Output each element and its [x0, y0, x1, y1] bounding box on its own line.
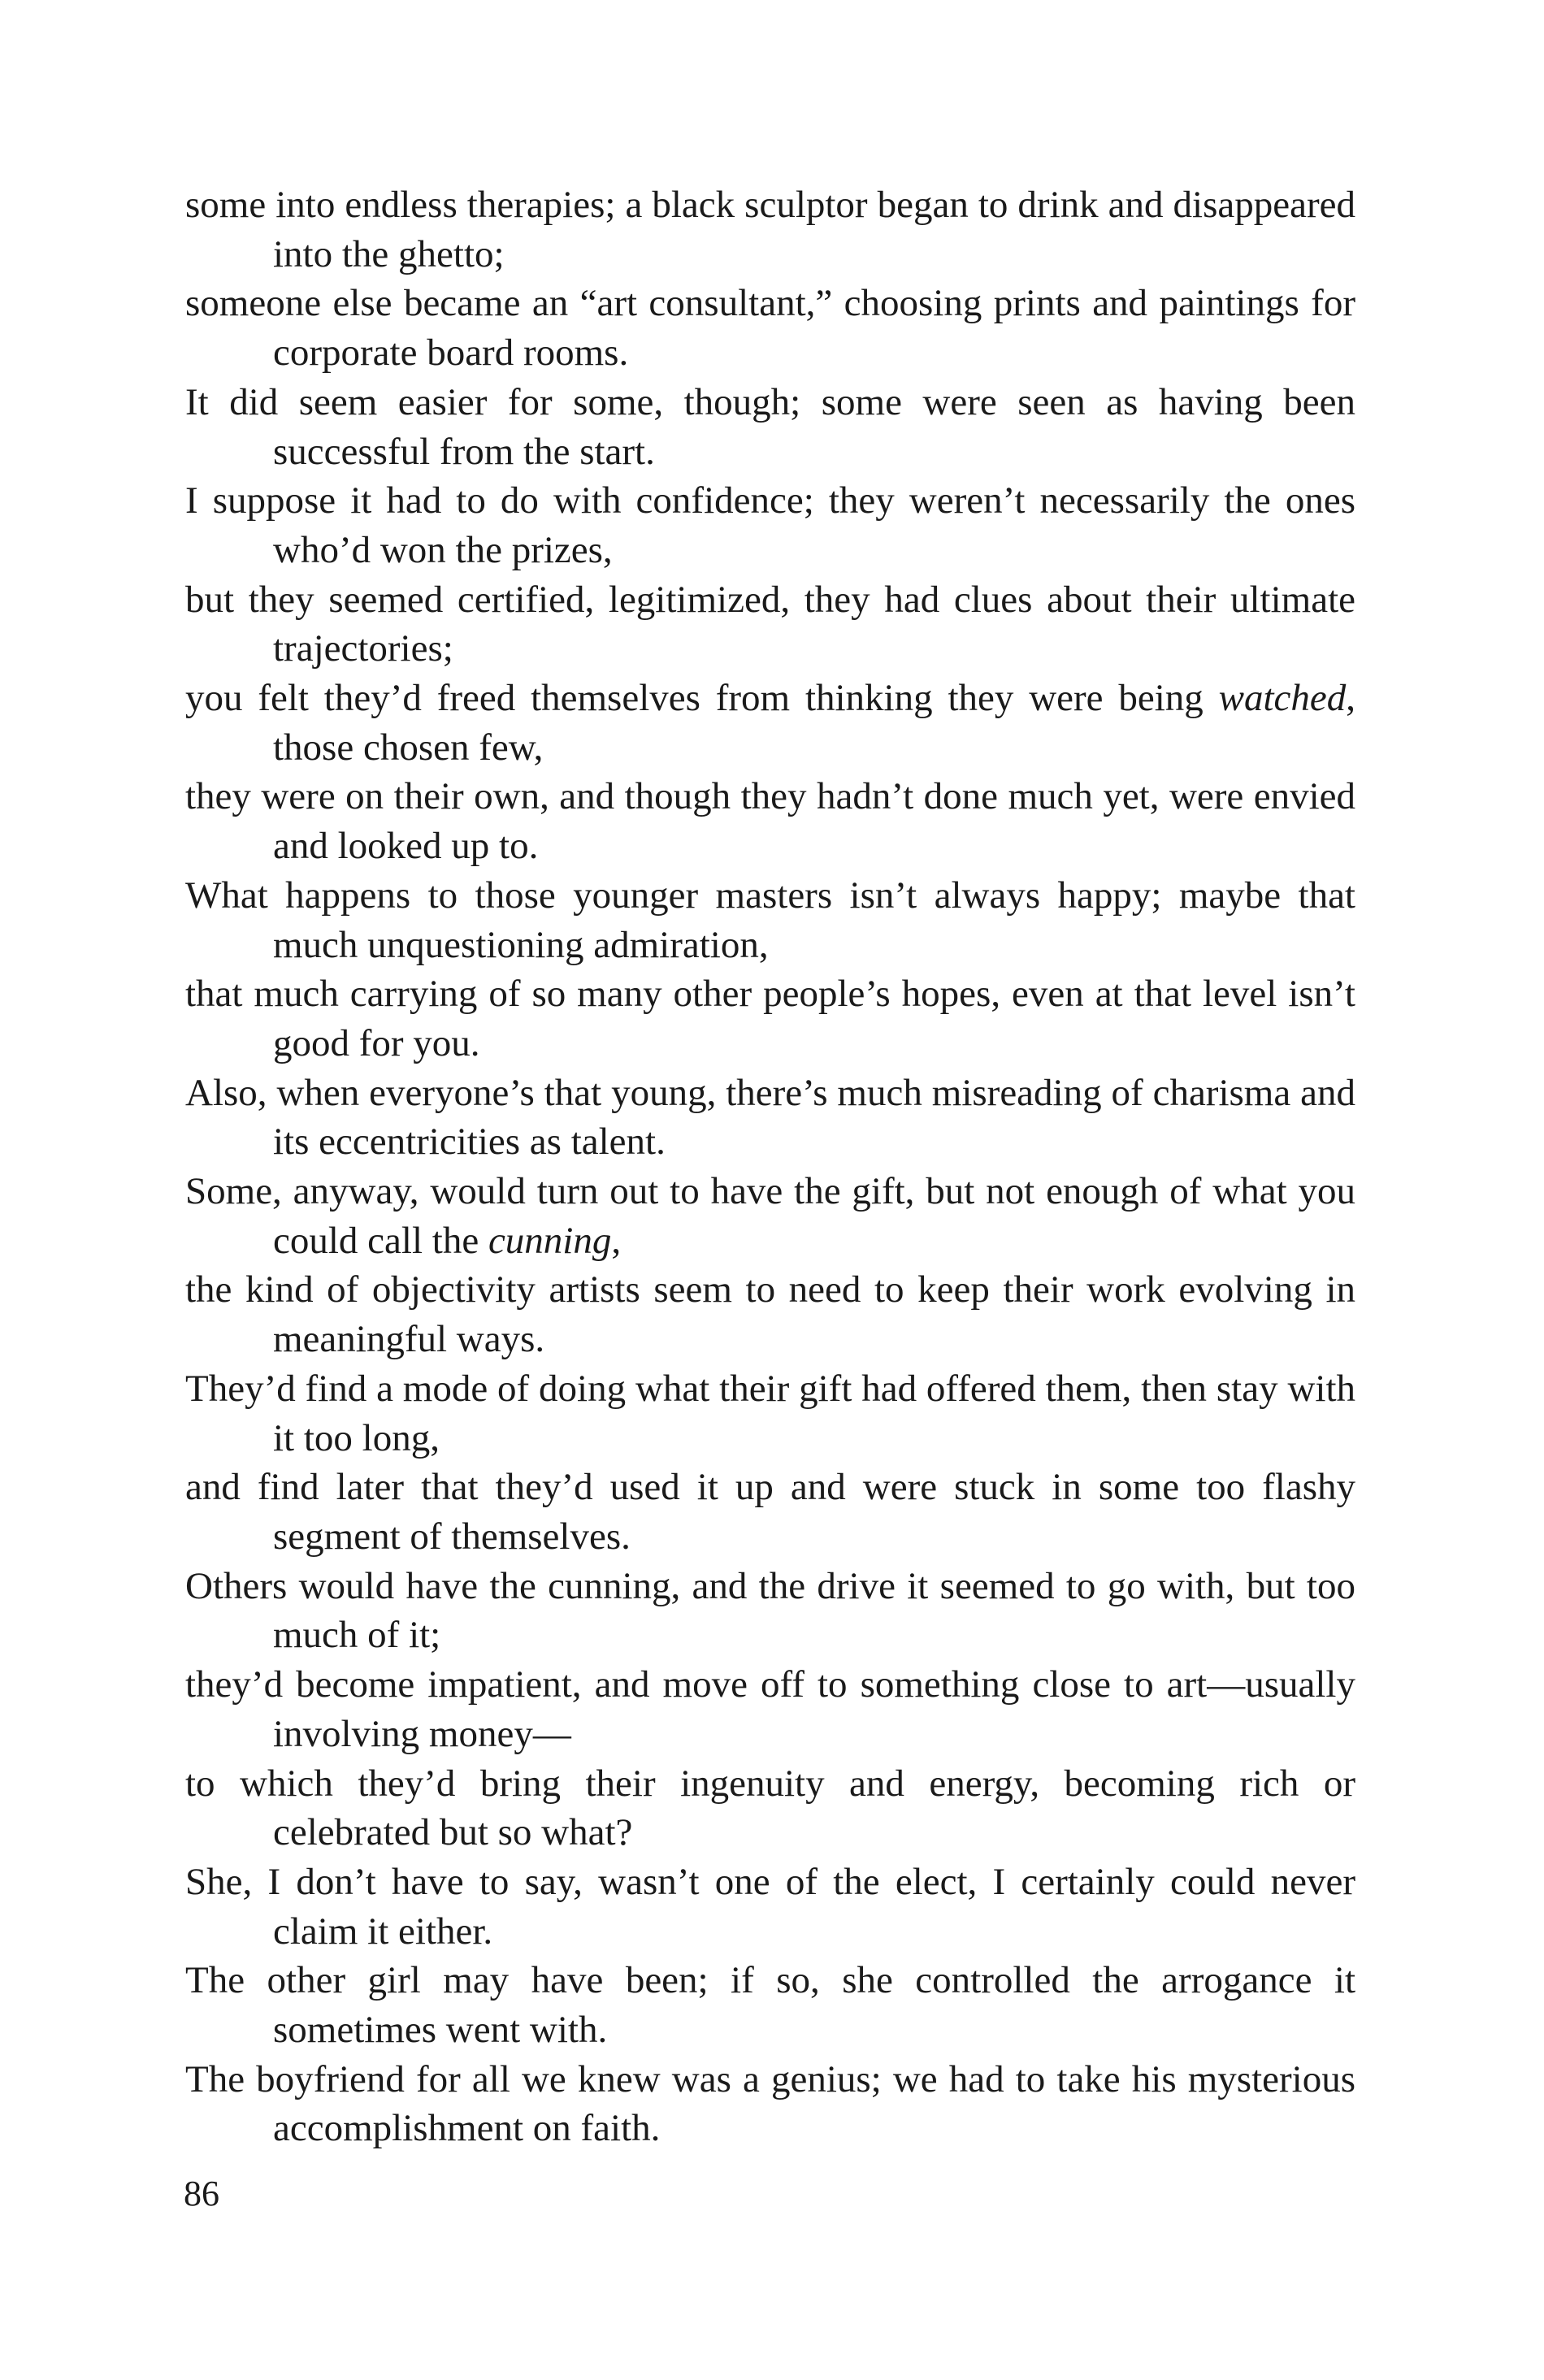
poem-line: [185, 1759, 1355, 1858]
poem-line: [185, 969, 1355, 1068]
line-text: It did seem easier for some, though; some were seen as having been successful from the start.: [185, 380, 1355, 473]
line-text: The other girl may have been; if so, she controlled the arrogance it sometimes went with.: [185, 1959, 1355, 2052]
poem-line: [185, 1858, 1355, 1956]
line-text: to which they’d bring their ingenuity and energy, becoming rich or celebrated but so what?: [185, 1762, 1355, 1854]
line-text: someone else became an “art consultant,” choosing prints and paintings for corporate board rooms.: [185, 282, 1355, 375]
line-text: Others would have the cunning, and the drive it seemed to go with, but too much of it;: [185, 1564, 1355, 1657]
page-number: 86: [184, 2174, 219, 2213]
poem-line: [185, 772, 1355, 870]
line-text: The boyfriend for all we knew was a genius; we had to take his mysterious accomplishment on faith.: [185, 2057, 1355, 2150]
line-text: They’d find a mode of doing what their gift had offered them, then stay with it too long,: [185, 1367, 1355, 1459]
poem-line: [185, 378, 1355, 476]
line-text: they were on their own, and though they hadn’t done much yet, were envied and looked up to.: [185, 775, 1355, 868]
line-text-tail: , those chosen few,: [273, 677, 1355, 769]
poem-line: [185, 1364, 1355, 1463]
poem-line: [185, 2055, 1355, 2153]
poem-line: [185, 1167, 1355, 1265]
poem-text: [185, 180, 1355, 2153]
poem-line: [185, 180, 1355, 279]
line-text: Also, when everyone’s that young, there’s much misreading of charisma and its eccentricities as talent.: [185, 1071, 1355, 1164]
italic-word: cunning: [488, 1219, 612, 1262]
line-text: that much carrying of so many other people’s hopes, even at that level isn’t good for you.: [185, 973, 1355, 1064]
poem-line: [185, 1463, 1355, 1561]
poem-line: [185, 1265, 1355, 1363]
poem-line: [185, 1562, 1355, 1660]
line-text: What happens to those younger masters isn’t always happy; maybe that much unquestioning admiration,: [185, 874, 1355, 966]
poem-line: [185, 575, 1355, 674]
line-text-tail: ,: [611, 1219, 622, 1262]
line-text: Some, anyway, would turn out to have the gift, but not enough of what you could call the: [185, 1170, 1355, 1262]
poem-line: [185, 1956, 1355, 2054]
line-text: they’d become impatient, and move off to something close to art—usually involving money—: [185, 1663, 1355, 1755]
line-text: I suppose it had to do with confidence; they weren’t necessarily the ones who’d won the prizes,: [185, 479, 1355, 571]
poem-line: [185, 476, 1355, 574]
line-text: some into endless therapies; a black sculptor began to drink and disappeared into the ghetto;: [185, 184, 1355, 275]
poem-line: [185, 674, 1355, 772]
italic-word: watched: [1218, 677, 1347, 720]
line-text: and find later that they’d used it up and were stuck in some too flashy segment of themselves.: [185, 1466, 1355, 1558]
line-text: you felt they’d freed themselves from thinking they were being: [185, 677, 1219, 720]
poem-line: [185, 279, 1355, 377]
line-text: the kind of objectivity artists seem to need to keep their work evolving in meaningful ways.: [185, 1268, 1355, 1361]
poem-line: [185, 1069, 1355, 1167]
poem-line: [185, 871, 1355, 969]
line-text: but they seemed certified, legitimized, they had clues about their ultimate trajectories;: [185, 578, 1355, 670]
poem-line: [185, 1660, 1355, 1758]
line-text: She, I don’t have to say, wasn’t one of the elect, I certainly could never claim it either.: [185, 1860, 1355, 1953]
